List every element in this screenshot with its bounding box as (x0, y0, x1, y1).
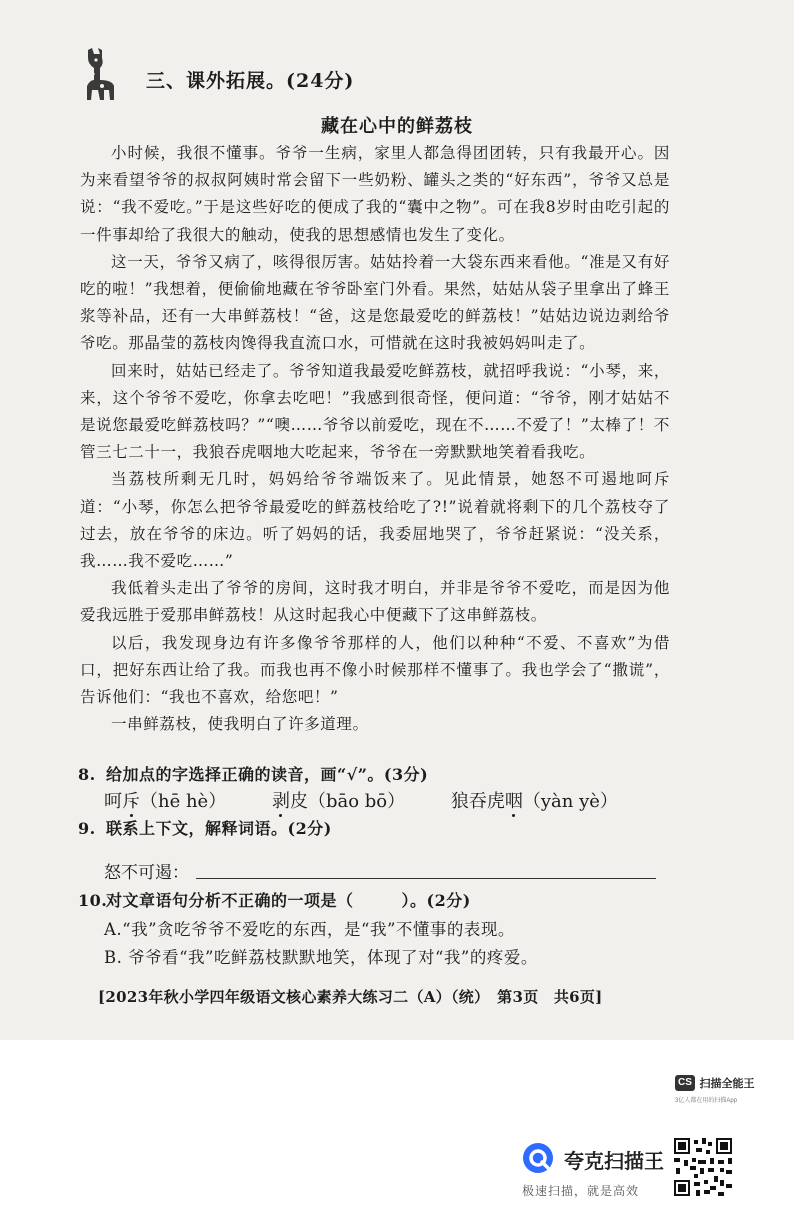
word-part: 狼吞虎 (450, 791, 505, 812)
article-paragraph: 回来时，姑姑已经走了。爷爷知道我最爱吃鲜荔枝，就招呼我说：“小琴，来，来，这个爷爷不爱吃，你拿去吃吧！”我感到很奇怪，便问道：“爷爷，刚才姑姑不是说您最爱吃鲜荔枝吗？”“噢……爷爷以前爱吃，现在不……不爱了！”太棒了！不管三七二十一，我狼吞虎咽地大吃起来，爷爷在一旁默默地笑着看我吃。 (80, 361, 670, 462)
quark-logo-icon (522, 1142, 554, 1174)
question-text: 联系上下文，解释词语。(2分) (106, 819, 332, 838)
article-paragraph: 我低着头走出了爷爷的房间，这时我才明白，并非是爷爷不爱吃，而是因为他爱我远胜于爱那串鲜荔枝！从这时起我心中便藏下了这串鲜荔枝。 (80, 579, 670, 625)
article-paragraph: 当荔枝所剩无几时，妈妈给爷爷端饭来了。见此情景，她怒不可遏地呵斥道：“小琴，你怎么把爷爷最爱吃的鲜荔枝给吃了?!”说着就将剩下的几个荔枝夺了过去，放在爷爷的床边。听了妈妈的话，我委屈地哭了，爷爷赶紧说：“没关系，我……我不爱吃……” (80, 470, 670, 571)
article-title: 藏在心中的鲜荔枝 (321, 116, 473, 137)
camscanner-name: 扫描全能王 (699, 1077, 755, 1090)
pinyin-choices: （bāo bō） (307, 791, 406, 812)
article-paragraph: 这一天，爷爷又病了，咳得很厉害。姑姑拎着一大袋东西来看他。“准是又有好吃的啦！”我想着，便偷偷地藏在爷爷卧室门外看。果然，姑姑从袋子里拿出了蜂王浆等补品，还有一大串鲜荔枝！“爸，这是您最爱吃的鲜荔枝！”姑姑边说边剥给爷爷吃。那晶莹的荔枝肉馋得我直流口水，可惜就在这时我被妈妈叫走了。 (80, 252, 670, 353)
question-number: 10. (78, 891, 108, 910)
page-footer: [2023年秋小学四年级语文核心素养大练习二（A）（统） 第3页 共6页] (98, 988, 603, 1006)
quark-name: 夸克扫描王 (564, 1151, 664, 1173)
question-text: ）。(2分) (401, 891, 471, 910)
article-paragraph: 小时候，我很不懂事。爷爷一生病，家里人都急得团团转，只有我最开心。因为来看望爷爷的叔叔阿姨时常会留下一些奶粉、罐头之类的“好东西”，爷爷又总是说：“我不爱吃。”于是这些好吃的便成了我的“囊中之物”。可在我8岁时由吃引起的一件事却给了我很大的触动，使我的思想感情也发生了变化。 (80, 144, 670, 244)
word-part: 皮 (289, 791, 308, 812)
article-paragraph: 以后，我发现身边有许多像爷爷那样的人，他们以种种“不爱、不喜欢”为借口，把好东西让给了我。而我也再不像小时候那样不懂事了。我也学会了“撒谎”，告诉他们：“我也不喜欢，给您吧！” (80, 633, 670, 707)
choice-b[interactable]: B. 爷爷看“我”吃鲜荔枝默默地笑，体现了对“我”的疼爱。 (104, 948, 538, 967)
pinyin-choices: （hē hè） (140, 791, 227, 812)
term-label: 怒不可遏： (104, 863, 189, 883)
question-text: 对文章语句分析不正确的一项是（ (106, 891, 354, 910)
pinyin-choices: （yàn yè） (522, 791, 618, 812)
camscanner-tagline: 3亿人都在用的扫描App (675, 1098, 738, 1104)
question-number: 8. (78, 765, 96, 784)
quark-tagline: 极速扫描，就是高效 (522, 1184, 640, 1198)
pinyin-option[interactable] (272, 787, 405, 813)
question-9 (78, 816, 332, 839)
article-paragraph: 一串鲜荔枝，使我明白了许多道理。 (111, 715, 369, 734)
question-number: 9. (78, 819, 96, 838)
choice-a[interactable]: A.“我”贪吃爷爷不爱吃的东西，是“我”不懂事的表现。 (104, 920, 515, 939)
question-10 (78, 888, 471, 911)
question-text: 给加点的字选择正确的读音，画“√”。(3分) (106, 765, 429, 784)
dotted-char: 斥 (122, 791, 140, 812)
pinyin-options (104, 787, 658, 813)
word-part: 呵 (104, 791, 122, 812)
answer-line[interactable] (196, 878, 656, 879)
section-title: 三、课外拓展。(24分) (146, 70, 355, 92)
article-body (80, 140, 670, 738)
camscanner-watermark (675, 1074, 754, 1104)
pinyin-option[interactable] (104, 787, 226, 813)
dotted-char: 咽 (504, 791, 523, 812)
pinyin-option[interactable] (451, 787, 618, 813)
camscanner-logo: CS (675, 1075, 695, 1091)
dotted-char: 剥 (271, 791, 290, 812)
qr-code-icon[interactable] (672, 1136, 734, 1198)
giraffe-icon (78, 46, 120, 104)
question-8 (78, 762, 428, 785)
